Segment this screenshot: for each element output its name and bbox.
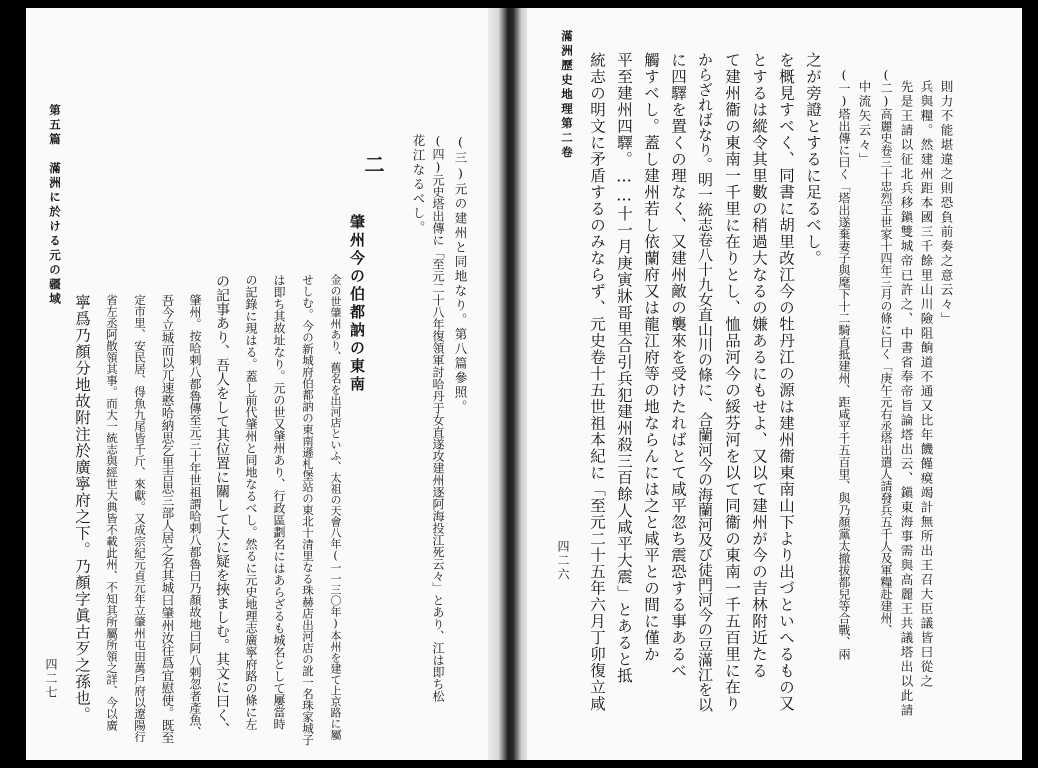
- left-page: [26, 8, 496, 760]
- quote-line: 寧爲乃顏分地故附注於廣寧府之下。乃顏字眞古歹之孫也。: [73, 294, 91, 723]
- body-line: 平至建州四驛。……十一月庚寅牀哥里合引兵犯建州殺三百餘人咸平大震」とあると抵: [615, 52, 633, 684]
- quote-line: 肇州。按哈剌八都魯傳至元三十年世祖謂哈剌八都魯曰乃顏故地曰阿八剌忽者產魚、: [188, 294, 202, 738]
- body-line: 之が旁證とするに足るべし。: [804, 52, 822, 267]
- body-line: 金の世肇州あり、舊名を出河店といふ、太祖の天會八年(一一三〇年)本州を建て上京路に屬: [329, 274, 342, 740]
- note-1: (一)塔出傳に曰く「塔出遂棄妻子與麾下十二騎直抵建州、距咸平千五百里、與乃顏黨太撤拔都兒等合戰、兩: [837, 68, 851, 660]
- note-4: (四)元史塔出傳に「至元二十八年復領軍討哈丹于女直遂攻建州逐阿海投江死云々」とあり、江は即ち松: [431, 134, 445, 702]
- body-line: とするは縱令其里數の稍過大なるの嫌あるにもせよ、又以て建州が今の吉林附近たる: [750, 52, 768, 679]
- body-line: に四驛を置くの理なく、又建州敵の襲來を受けたればとて咸平忽ち震恐する事あるべ: [669, 52, 687, 679]
- body-line: せしむ。今の新城府伯都訥の東南遜札堡站の東北十清里なる珠赫店出河店の訛一名珠家城子: [301, 274, 315, 746]
- note-1-cont: 中流矢云々」: [857, 80, 872, 167]
- running-footer: 第五篇 滿洲に於ける元の疆域: [48, 104, 62, 307]
- body-line: の記事あり、吾人をして其位置に關して大に疑を挾ましむ。其文に曰く、: [214, 274, 230, 736]
- note-2-cont: 兵與糧。然建州距本國三千餘里山川險阻餉道不通又比年饑饉瘼竭計無所出王召大臣議皆曰從之: [919, 80, 934, 689]
- note-2-cont: 則力不能堪違之則恐負前奏之意云々」: [939, 80, 954, 327]
- body-line: 觸すべし。蓋し建州若し依蘭府又は龍江府等の地ならんには之と咸平との間に僅か: [642, 52, 660, 663]
- section-heading: 肇州今の伯都訥の東南: [348, 214, 366, 394]
- book-spine: [488, 8, 530, 760]
- note-2-cont: 先是王請以征北兵移鎭雙城帝已許之、中書省奉帝旨論塔出云、鎭東海事需與高麗王共議塔出以此請: [899, 80, 914, 718]
- note-2: (二)高麗史卷三十忠烈王世家十四年三月の條に曰く「庚午元右丞塔出遣人請發兵五千人及軍糧赴建州、: [879, 68, 893, 636]
- section-marker: 二: [361, 154, 385, 175]
- quote-line: 定市里、安民居、得魚九尾皆千斤、來獻。又成宗紀元貞元年立肇州屯田萬戶府以遼陽行: [133, 294, 147, 743]
- body-line: て建州衞の東南一千里に在りとし、恤品河今の綏芬河を以て同衞の東南一千五百里に在り: [723, 52, 741, 712]
- page-number: 四二六: [556, 540, 570, 582]
- body-line: を概見すべく、同書に胡里改江今の牡丹江の源は建州衞東南山下より出づといへるもの又: [777, 52, 795, 712]
- body-line: の記錄に現はる。蓋し前代肇州と同地なるべし。然るに元史地理志廣寧府路の條に左: [244, 274, 258, 730]
- body-line: 統志の明文に矛盾するのみならず、元史卷十五世祖本紀に「至元二十五年六月丁卯復立咸: [588, 52, 606, 712]
- body-line: は即ち其故址なり。元の世又肇州あり、行政區劃名にはあらざるも城名として屢當時: [272, 274, 286, 730]
- right-page: [527, 8, 1022, 760]
- page-number: 四二七: [44, 658, 58, 700]
- body-line: からざればなり。明一統志卷八十九女直山川の條に、合蘭河今の海蘭河及び徒門河今の豆滿江を以: [696, 52, 714, 712]
- note-3: (三)元の建州と同地なり。第八篇參照。: [453, 134, 468, 415]
- running-header: 滿洲歷史地理第二卷: [560, 30, 574, 161]
- quote-line: 吾今立城而以兀速憨哈納思乞里吉思三部人居之名其城曰肇州汝往爲宜慰使。既至: [160, 294, 175, 744]
- quote-line: 省左丞阿散領其事。而大一統志與經世大典皆不載此州、不知其所屬所領之詳、今以廣: [105, 294, 119, 731]
- note-4-cont: 花江なるべし。: [411, 134, 426, 236]
